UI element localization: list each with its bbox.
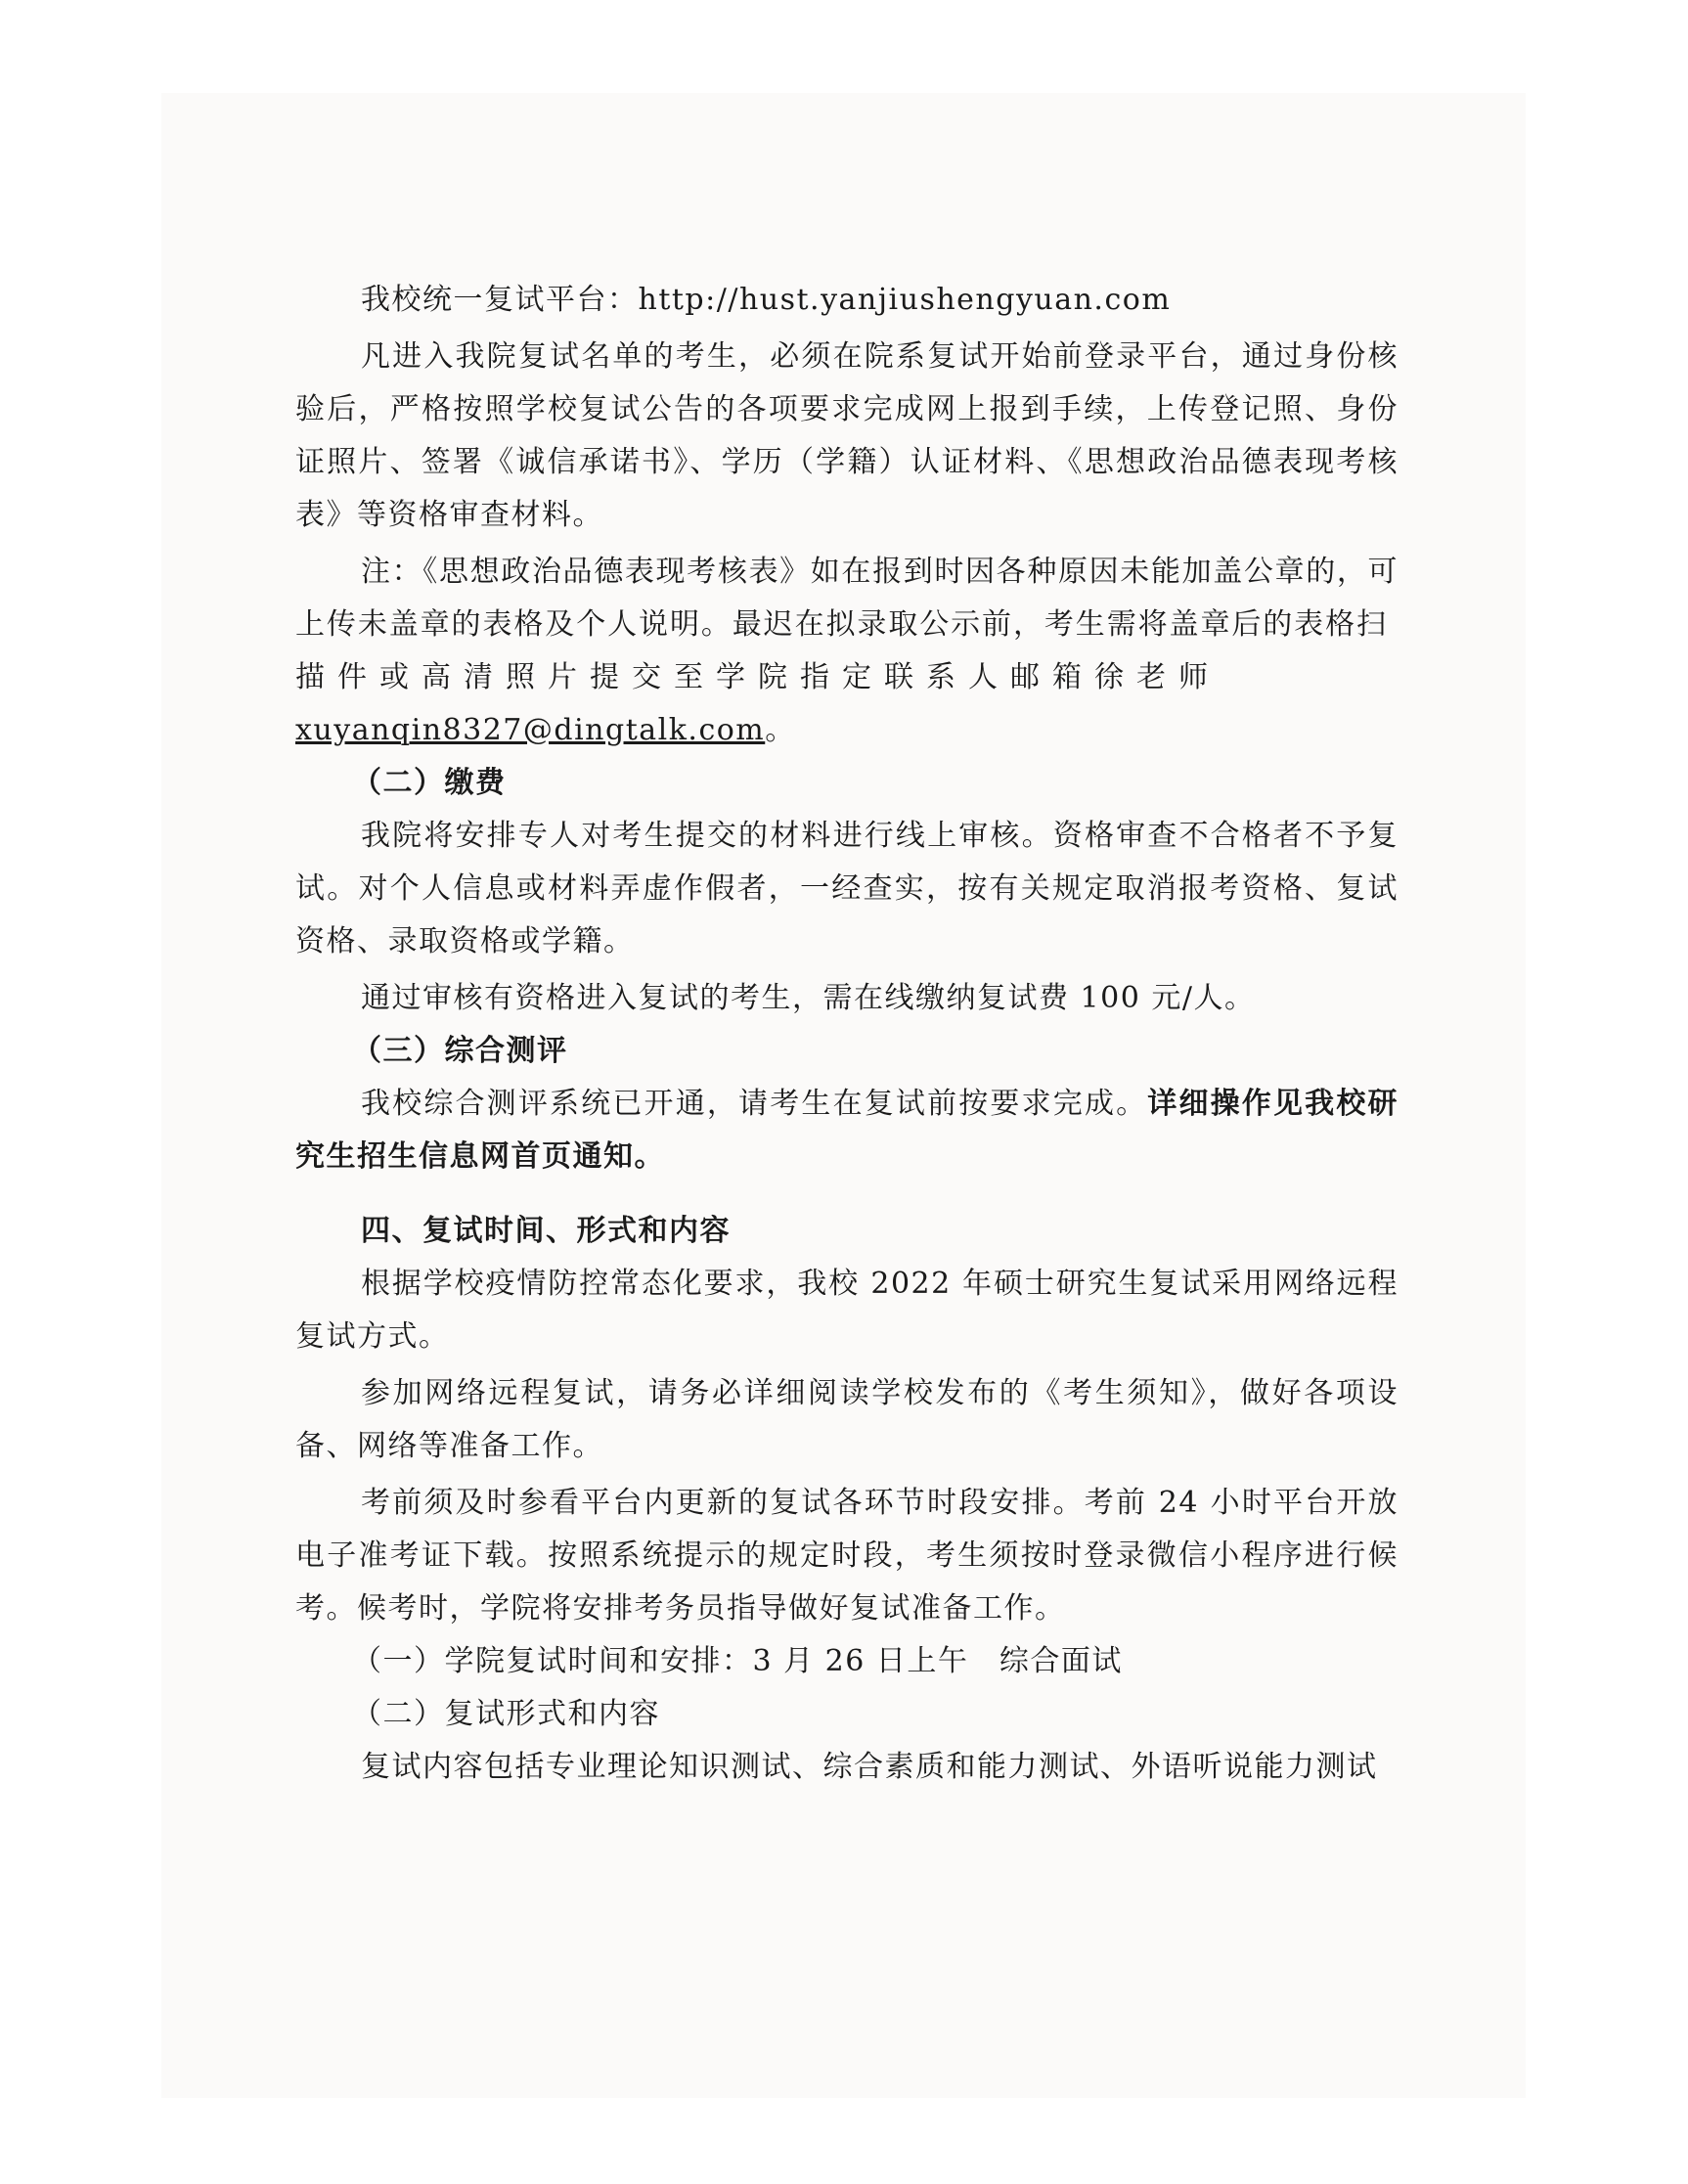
heading-form: （二）复试形式和内容	[352, 1697, 660, 1731]
heading-time: （一）学院复试时间和安排：3 月 26 日上午 综合面试	[352, 1644, 1123, 1678]
document-body	[295, 274, 1399, 1794]
content-paragraph: 复试内容包括专业理论知识测试、综合素质和能力测试、外语听说能力测试	[361, 1750, 1378, 1784]
heading-section-4: 四、复试时间、形式和内容	[361, 1214, 731, 1248]
heading-fee: （二）缴费	[352, 766, 507, 800]
review-paragraph: 我院将安排专人对考生提交的材料进行线上审核。资格审查不合格者不予复试。对个人信息或材料弄虚作假者，一经查实，按有关规定取消报考资格、复试资格、录取资格或学籍。	[295, 819, 1399, 958]
note-end: 。	[765, 713, 796, 747]
evaluation-paragraph	[295, 1078, 1399, 1183]
note-text-spaced: 扫描件或高清照片提交至学院指定联系人邮箱徐老师	[295, 607, 1399, 694]
login-paragraph: 凡进入我院复试名单的考生，必须在院系复试开始前登录平台，通过身份核验后，严格按照学校复试公告的各项要求完成网上报到手续，上传登记照、身份证照片、签署《诚信承诺书》、学历（学籍）认证材料、《思想政治品德表现考核表》等资格审查材料。	[295, 339, 1399, 532]
platform-url: http://hust.yanjiushengyuan.com	[638, 283, 1172, 317]
fee-paragraph: 通过审核有资格进入复试的考生，需在线缴纳复试费 100 元/人。	[361, 981, 1256, 1015]
evaluation-text: 我校综合测评系统已开通，请考生在复试前按要求完成。	[361, 1087, 1148, 1121]
schedule-paragraph: 考前须及时参看平台内更新的复试各环节时段安排。考前 24 小时平台开放电子准考证下载。按照系统提示的规定时段，考生须按时登录微信小程序进行候考。候考时，学院将安排考务员指导做好复试准备工作。	[295, 1486, 1399, 1626]
platform-paragraph	[295, 274, 1399, 327]
section-gap	[295, 1183, 1399, 1205]
policy-paragraph: 根据学校疫情防控常态化要求，我校 2022 年硕士研究生复试采用网络远程复试方式。	[295, 1267, 1399, 1354]
platform-label: 我校统一复试平台：	[361, 283, 639, 317]
evaluation-bold-text: 详细操作见我校研究生招生信息网首页通知。	[295, 1087, 1399, 1174]
note-paragraph	[295, 546, 1399, 757]
note-text: 注：《思想政治品德表现考核表》如在报到时因各种原因未能加盖公章的，可上传未盖章的表格及个人说明。最迟在拟录取公示前，考生需将盖章后的表格	[295, 555, 1399, 642]
heading-evaluation: （三）综合测评	[352, 1034, 568, 1068]
contact-email: xuyanqin8327@dingtalk.com	[295, 713, 766, 747]
notice-paragraph: 参加网络远程复试，请务必详细阅读学校发布的《考生须知》，做好各项设备、网络等准备工作。	[295, 1376, 1399, 1463]
